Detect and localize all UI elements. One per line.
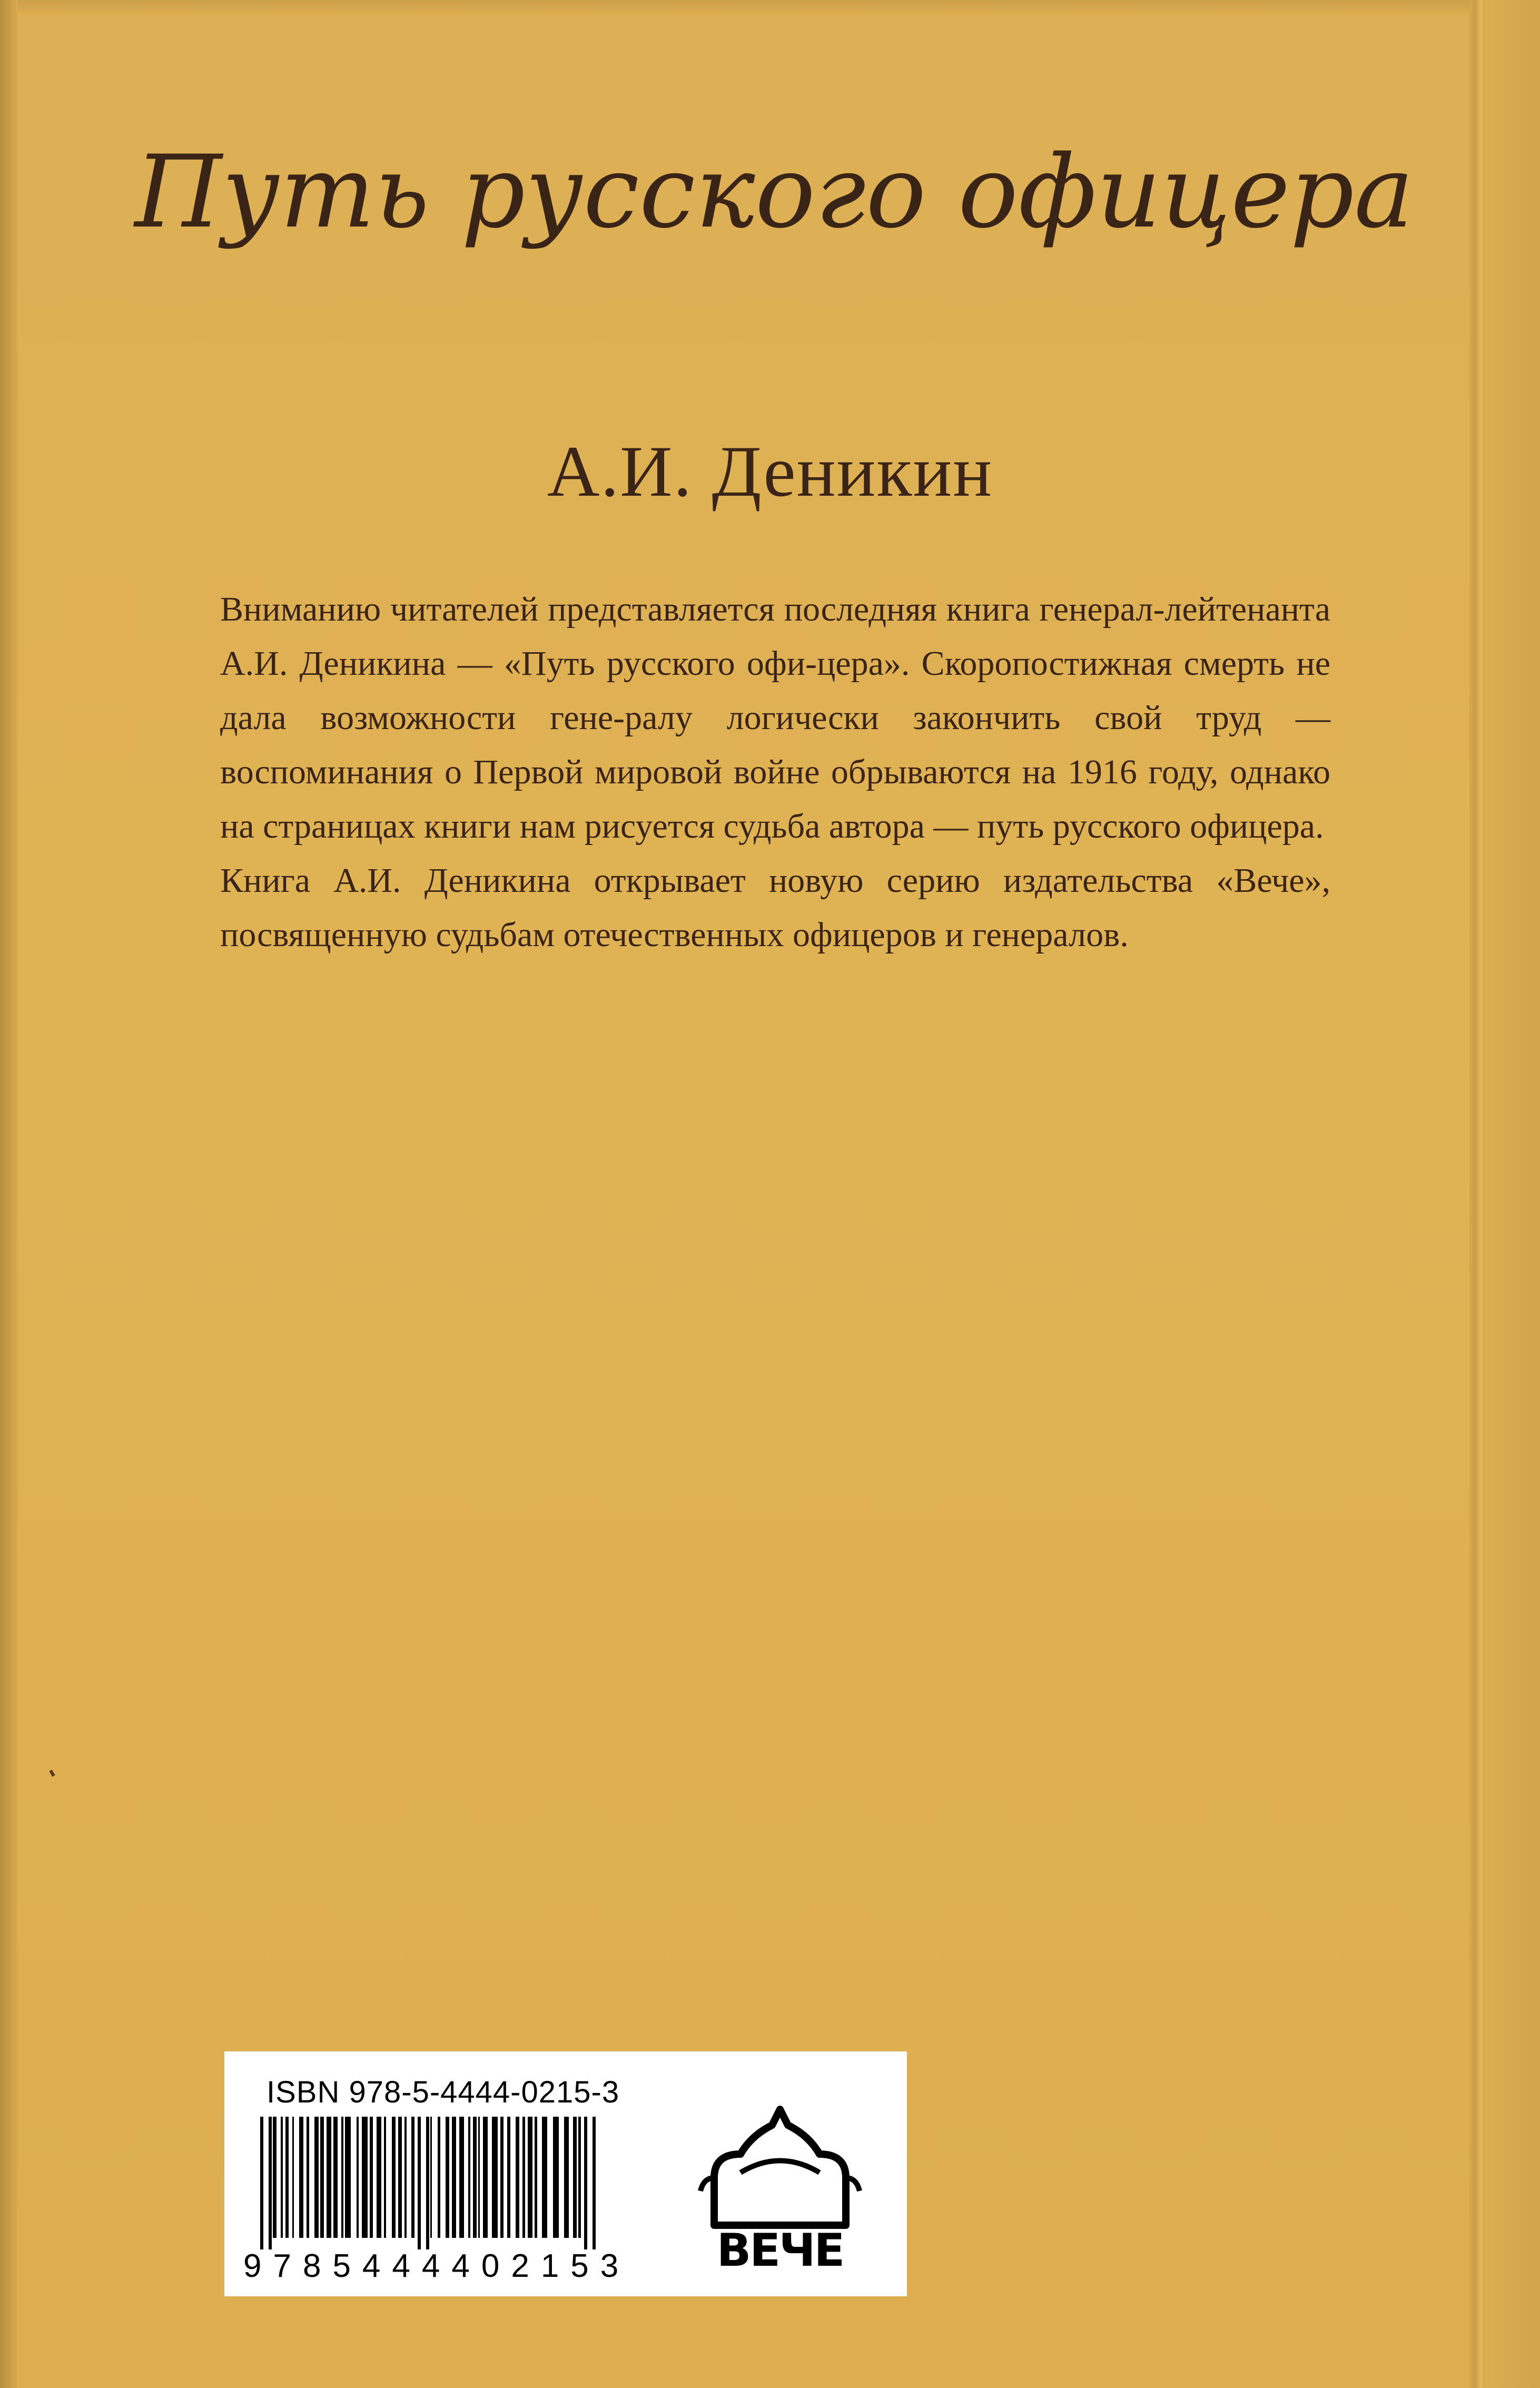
barcode-bar	[473, 2117, 477, 2238]
barcode-bar	[446, 2117, 449, 2238]
barcode-bar	[500, 2117, 504, 2238]
publisher-logo-text: ВЕЧЕ	[716, 2224, 844, 2277]
barcode-bar	[314, 2117, 319, 2238]
barcode-bar	[345, 2117, 351, 2238]
barcode-bar	[418, 2117, 421, 2249]
series-title-text: Путь русского офицера	[134, 134, 1414, 250]
barcode-bar	[299, 2117, 303, 2238]
description-paragraph-1: Вниманию читателей представляется последняя книга генерал-лейтенанта А.И. Деникина — «Путь русского офи-цера». Скоропостижная смерть не дала возможности гене-ралу логически закончить свой труд — воспоминания о Первой мировой войне обрываются на 1916 году, однако на страницах книги нам рисуется судьба автора — путь русского офицера.	[220, 590, 1330, 846]
barcode-bar	[522, 2117, 525, 2238]
barcode-bar	[392, 2117, 396, 2238]
barcode-bar	[564, 2117, 569, 2238]
publisher-logo-icon	[693, 2104, 867, 2230]
barcode-bar	[516, 2117, 519, 2238]
barcode-bar	[584, 2117, 587, 2249]
barcode-bar	[535, 2117, 537, 2238]
barcode-bar	[478, 2117, 480, 2238]
isbn-label-box	[224, 2051, 907, 2296]
barcode-bar	[542, 2117, 547, 2238]
barcode-bar	[438, 2117, 440, 2238]
barcode-bar	[327, 2117, 331, 2238]
barcode-bar	[492, 2117, 498, 2238]
barcode-bar	[370, 2117, 373, 2238]
barcode-bar	[320, 2117, 324, 2238]
barcode-bar	[507, 2117, 510, 2238]
barcode-bar	[362, 2117, 368, 2238]
barcode-bar	[384, 2117, 386, 2238]
barcode-bar	[553, 2117, 559, 2238]
barcode-bar	[452, 2117, 456, 2238]
series-title	[134, 100, 1414, 321]
barcode-bar	[528, 2117, 532, 2238]
barcode-bar	[377, 2117, 381, 2238]
barcode-bar	[459, 2117, 464, 2238]
barcode-bar	[426, 2117, 429, 2249]
print-speck	[49, 1770, 55, 1776]
barcode-bar	[578, 2117, 581, 2238]
barcode-bar	[430, 2117, 432, 2238]
barcode	[258, 2117, 658, 2249]
isbn-number: ISBN 978-5-4444-0215-3	[266, 2075, 620, 2109]
barcode-bar	[292, 2117, 294, 2238]
barcode-bar	[285, 2117, 289, 2238]
barcode-bar	[357, 2117, 359, 2238]
barcode-bar	[307, 2117, 309, 2238]
barcode-bar	[333, 2117, 338, 2238]
barcode-bar	[411, 2117, 414, 2238]
barcode-bar	[593, 2117, 596, 2249]
barcode-bar	[341, 2117, 343, 2238]
description-paragraph-2: Книга А.И. Деникина открывает новую серию издательства «Вече», посвященную судьбам отечественных офицеров и генералов.	[220, 861, 1330, 954]
publisher-logo	[693, 2104, 867, 2277]
barcode-digits: 9785444402153	[243, 2248, 630, 2284]
barcode-bar	[273, 2117, 277, 2238]
spine-edge	[1484, 0, 1540, 2388]
spine-hinge	[1469, 0, 1484, 2388]
book-description	[220, 582, 1330, 962]
barcode-bar	[404, 2117, 407, 2238]
barcode-bar	[468, 2117, 470, 2238]
barcode-bar	[573, 2117, 577, 2238]
barcode-bar	[260, 2117, 263, 2249]
cover-top-edge	[0, 0, 1540, 15]
barcode-bar	[269, 2117, 272, 2249]
barcode-bar	[483, 2117, 488, 2238]
barcode-bar	[281, 2117, 283, 2238]
author-name: А.И. Деникин	[547, 431, 993, 512]
cover-left-edge	[0, 0, 18, 2388]
barcode-bar	[398, 2117, 402, 2238]
